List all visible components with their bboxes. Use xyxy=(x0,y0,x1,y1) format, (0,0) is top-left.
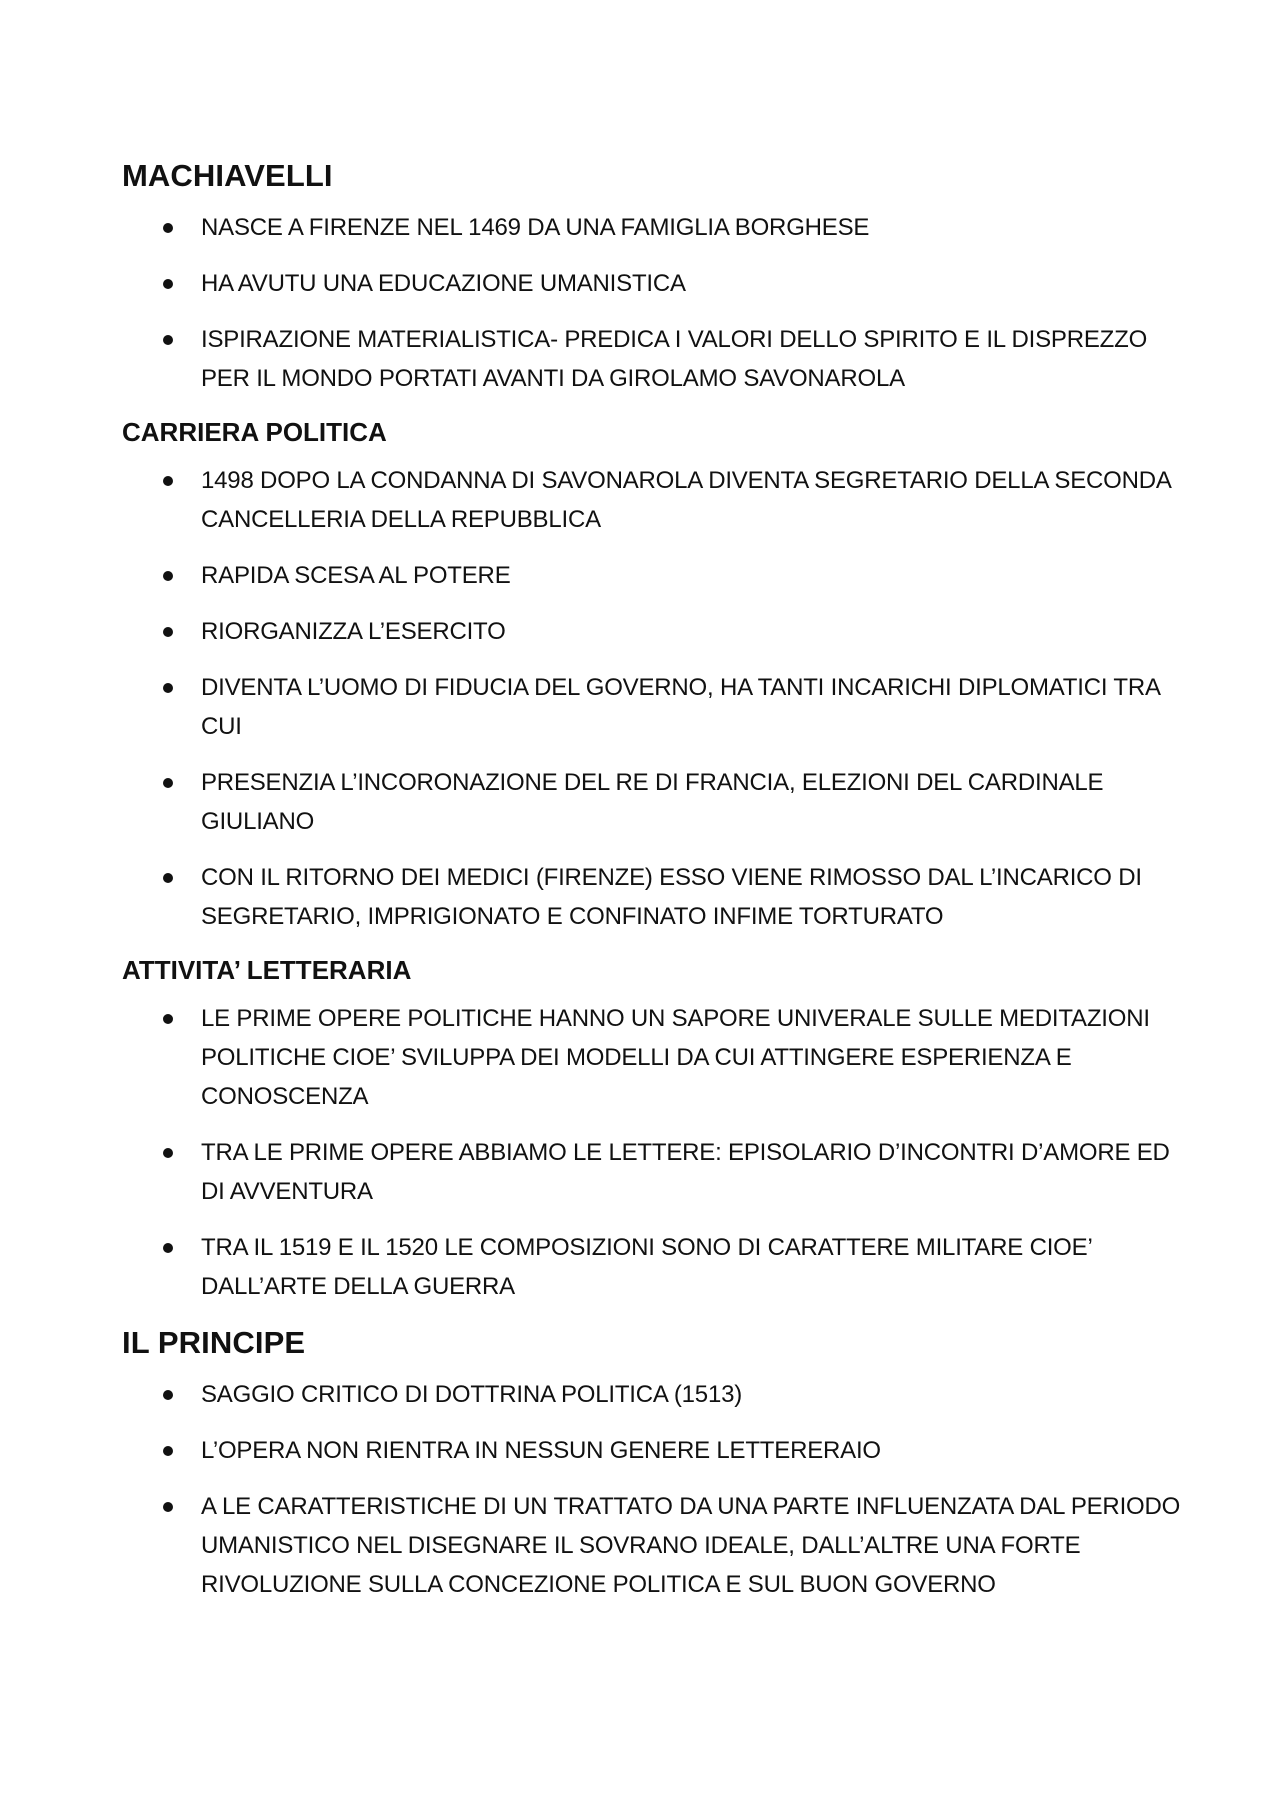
section-carriera-politica xyxy=(122,415,1182,936)
list-item xyxy=(122,1431,1182,1470)
list-item xyxy=(122,668,1182,746)
bullet-icon xyxy=(163,627,173,637)
list-item xyxy=(122,999,1182,1116)
bullet-list xyxy=(122,208,1182,398)
bullet-icon xyxy=(163,1390,173,1400)
list-item xyxy=(122,556,1182,595)
list-item-text: DIVENTA L’UOMO DI FIDUCIA DEL GOVERNO, HA TANTI INCARICHI DIPLOMATICI TRA CUI xyxy=(201,674,1160,740)
list-item xyxy=(122,208,1182,247)
bullet-icon xyxy=(163,1014,173,1024)
list-item xyxy=(122,858,1182,936)
list-item xyxy=(122,1228,1182,1306)
bullet-icon xyxy=(163,1243,173,1253)
bullet-icon xyxy=(163,223,173,233)
list-item-text: ISPIRAZIONE MATERIALISTICA- PREDICA I VALORI DELLO SPIRITO E IL DISPREZZO PER IL MONDO PORTATI AVANTI DA GIROLAMO SAVONAROLA xyxy=(201,326,1148,392)
list-item-text: 1498 DOPO LA CONDANNA DI SAVONAROLA DIVENTA SEGRETARIO DELLA SECONDA CANCELLERIA DELLA REPUBBLICA xyxy=(201,467,1171,533)
list-item xyxy=(122,1487,1182,1604)
bullet-icon xyxy=(163,335,173,345)
list-item-text: SAGGIO CRITICO DI DOTTRINA POLITICA (1513) xyxy=(201,1381,743,1408)
list-item-text: CON IL RITORNO DEI MEDICI (FIRENZE) ESSO VIENE RIMOSSO DAL L’INCARICO DI SEGRETARIO, IMPRIGIONATO E CONFINATO INFIME TORTURATO xyxy=(201,864,1142,930)
bullet-list xyxy=(122,1375,1182,1604)
bullet-icon xyxy=(163,873,173,883)
section-heading: ATTIVITA’ LETTERARIA xyxy=(122,955,412,985)
bullet-list xyxy=(122,461,1182,936)
bullet-icon xyxy=(163,571,173,581)
bullet-icon xyxy=(163,279,173,289)
list-item-text: L’OPERA NON RIENTRA IN NESSUN GENERE LETTERERAIO xyxy=(201,1437,881,1464)
bullet-list xyxy=(122,999,1182,1306)
list-item-text: NASCE A FIRENZE NEL 1469 DA UNA FAMIGLIA BORGHESE xyxy=(201,214,870,241)
bullet-icon xyxy=(163,1148,173,1158)
list-item xyxy=(122,1375,1182,1414)
list-item xyxy=(122,763,1182,841)
bullet-icon xyxy=(163,1502,173,1512)
section-attivita-letteraria xyxy=(122,953,1182,1306)
list-item-text: RAPIDA SCESA AL POTERE xyxy=(201,562,511,589)
list-item-text: A LE CARATTERISTICHE DI UN TRATTATO DA UNA PARTE INFLUENZATA DAL PERIODO UMANISTICO NEL DISEGNARE IL SOVRANO IDEALE, DALL’ALTRE UNA FORTE RIVOLUZIONE SULLA CONCEZIONE POLITICA E SUL BUON GOVERNO xyxy=(201,1493,1181,1598)
section-machiavelli xyxy=(122,156,1182,398)
section-heading: CARRIERA POLITICA xyxy=(122,417,387,447)
section-heading: MACHIAVELLI xyxy=(122,158,333,193)
list-item xyxy=(122,320,1182,398)
list-item-text: RIORGANIZZA L’ESERCITO xyxy=(201,618,506,645)
bullet-icon xyxy=(163,1446,173,1456)
list-item xyxy=(122,1133,1182,1211)
bullet-icon xyxy=(163,778,173,788)
bullet-icon xyxy=(163,683,173,693)
list-item-text: PRESENZIA L’INCORONAZIONE DEL RE DI FRANCIA, ELEZIONI DEL CARDINALE GIULIANO xyxy=(201,769,1104,835)
bullet-icon xyxy=(163,476,173,486)
list-item xyxy=(122,264,1182,303)
document-content xyxy=(122,156,1182,1621)
list-item-text: TRA LE PRIME OPERE ABBIAMO LE LETTERE: EPISOLARIO D’INCONTRI D’AMORE ED DI AVVENTURA xyxy=(201,1139,1170,1205)
section-heading: IL PRINCIPE xyxy=(122,1325,306,1360)
list-item-text: LE PRIME OPERE POLITICHE HANNO UN SAPORE UNIVERALE SULLE MEDITAZIONI POLITICHE CIOE’ SVILUPPA DEI MODELLI DA CUI ATTINGERE ESPERIENZA E CONOSCENZA xyxy=(201,1005,1150,1110)
list-item xyxy=(122,461,1182,539)
list-item xyxy=(122,612,1182,651)
list-item-text: HA AVUTU UNA EDUCAZIONE UMANISTICA xyxy=(201,270,686,297)
section-il-principe xyxy=(122,1323,1182,1604)
list-item-text: TRA IL 1519 E IL 1520 LE COMPOSIZIONI SONO DI CARATTERE MILITARE CIOE’ DALL’ARTE DELLA GUERRA xyxy=(201,1234,1092,1300)
